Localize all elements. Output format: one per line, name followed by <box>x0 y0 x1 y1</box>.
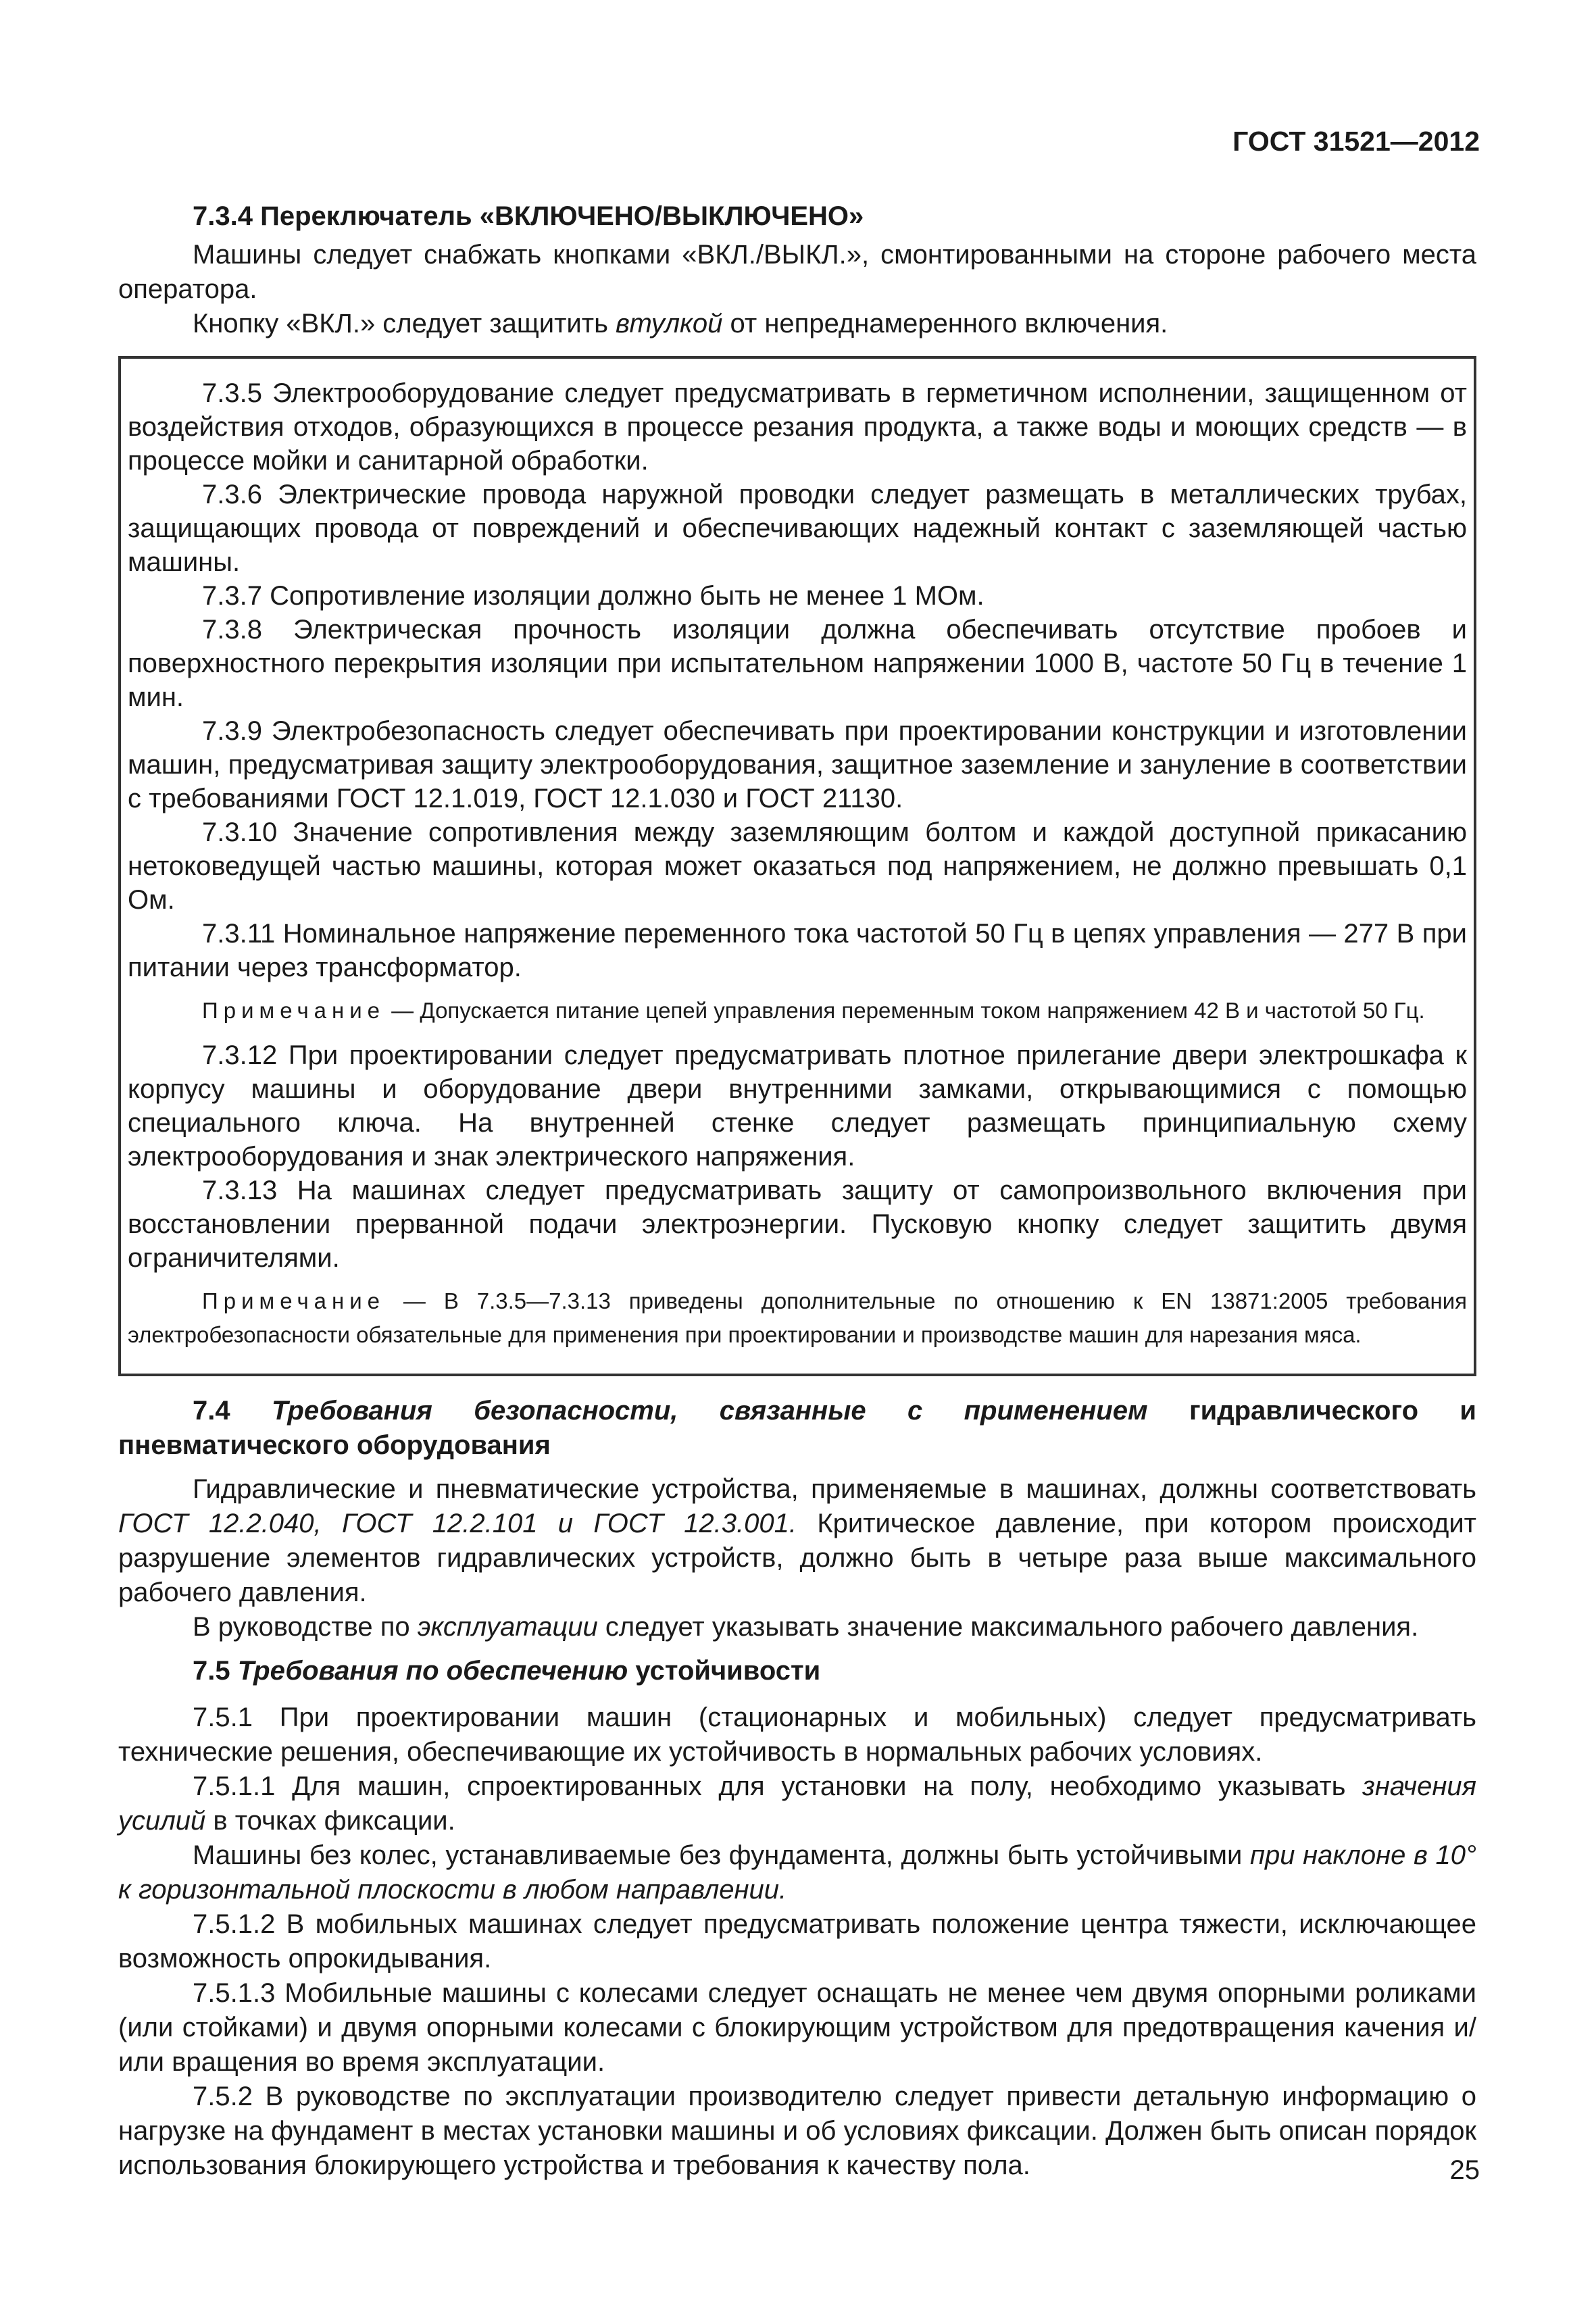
paragraph-7-3-5: 7.3.5 Электрооборудование следует предусматривать в герметичном исполнении, защищенном от воздействия отходов, образующихся в процессе резания продукта, а также воды и моющих средств — в процессе мойки и санитарной обработки. <box>128 378 1467 476</box>
paragraph: В руководстве по эксплуатации следует указывать значение максимального рабочего давления. <box>193 1612 1419 1642</box>
section-7-3-4-title: 7.3.4 Переключатель «ВКЛЮЧЕНО/ВЫКЛЮЧЕНО» <box>193 201 864 231</box>
section-7-4-title: 7.4 Требования безопасности, связанные с применением гидравлического и пневматического оборудования <box>118 1396 1476 1460</box>
paragraph-7-3-13: 7.3.13 На машинах следует предусматривать защиту от самопроизвольного включения при восстановлении прерванной подачи электроэнергии. Пусковую кнопку следует защитить двумя ограничителями. <box>128 1176 1467 1273</box>
paragraph-7-3-7: 7.3.7 Сопротивление изоляции должно быть не менее 1 МОм. <box>202 581 984 611</box>
paragraph-7-5-1-1: 7.5.1.1 Для машин, спроектированных для установки на полу, необходимо указывать значения усилий в точках фиксации. <box>118 1771 1476 1836</box>
paragraph-7-3-12: 7.3.12 При проектировании следует предусматривать плотное прилегание двери электрошкафа к корпусу машины и оборудование двери внутренними замками, открывающимися с помощью специального ключа. На внутренней стенке следует размещать принципиальную схему электрооборудования и знак электрического напряжения. <box>128 1040 1467 1172</box>
paragraph: Машины без колес, устанавливаемые без фундамента, должны быть устойчивыми при наклоне в 10° к горизонтальной плоскости в любом направлении. <box>118 1840 1476 1905</box>
paragraph-7-3-8: 7.3.8 Электрическая прочность изоляции должна обеспечивать отсутствие пробоев и поверхностного перекрытия изоляции при испытательном напряжении 1000 В, частоте 50 Гц в течение 1 мин. <box>128 615 1467 712</box>
paragraph-7-3-9: 7.3.9 Электробезопасность следует обеспечивать при проектировании конструкции и изготовлении машин, предусматривая защиту электрооборудования, защитное заземление и зануление в соответствии с требованиями ГОСТ 12.1.019, ГОСТ 12.1.030 и ГОСТ 21130. <box>128 716 1467 813</box>
page-number: 25 <box>1449 2155 1480 2185</box>
standard-header: ГОСТ 31521—2012 <box>1232 126 1480 157</box>
note-1: Примечание — Допускается питание цепей управления переменным током напряжением 42 В и частотой 50 Гц. <box>202 998 1425 1023</box>
paragraph-7-3-10: 7.3.10 Значение сопротивления между заземляющим болтом и каждой доступной прикасанию нетоковедущей частью машины, которая может оказаться под напряжением, не должно превышать 0,1 Ом. <box>128 818 1467 915</box>
paragraph-7-5-2: 7.5.2 В руководстве по эксплуатации производителю следует привести детальную информацию о нагрузке на фундамент в местах установки машины и об условиях фиксации. Должен быть описан порядок использования блокирующего устройства и требования к качеству пола. <box>118 2082 1476 2180</box>
paragraph-7-3-6: 7.3.6 Электрические провода наружной проводки следует размещать в металлических трубах, защищающих провода от повреждений и обеспечивающих надежный контакт с заземляющей частью машины. <box>128 480 1467 577</box>
paragraph: Машины следует снабжать кнопками «ВКЛ./ВЫКЛ.», смонтированными на стороне рабочего места оператора. <box>118 240 1476 304</box>
framed-requirements-box <box>118 356 1476 1376</box>
paragraph-7-3-11: 7.3.11 Номинальное напряжение переменного тока частотой 50 Гц в цепях управления — 277 В при питании через трансформатор. <box>128 919 1467 982</box>
paragraph: Кнопку «ВКЛ.» следует защитить втулкой от непреднамеренного включения. <box>193 309 1168 338</box>
note-2: Примечание — В 7.3.5—7.3.13 приведены дополнительные по отношению к EN 13871:2005 требования электробезопасности обязательные для применения при проектировании и производстве машин для нарезания мяса. <box>128 1288 1467 1347</box>
paragraph-7-5-1: 7.5.1 При проектировании машин (стационарных и мобильных) следует предусматривать технические решения, обеспечивающие их устойчивость в нормальных рабочих условиях. <box>118 1703 1476 1767</box>
section-7-5-title: 7.5 Требования по обеспечению устойчивости <box>193 1656 821 1686</box>
paragraph-7-5-1-3: 7.5.1.3 Мобильные машины с колесами следует оснащать не менее чем двумя опорными роликами (или стойками) и двумя опорными колесами с блокирующим устройством для предотвращения качения и/или вращения во время эксплуатации. <box>118 1978 1476 2077</box>
paragraph-7-5-1-2: 7.5.1.2 В мобильных машинах следует предусматривать положение центра тяжести, исключающее возможность опрокидывания. <box>118 1909 1476 1973</box>
page-content <box>118 199 1476 2183</box>
paragraph: Гидравлические и пневматические устройства, применяемые в машинах, должны соответствовать ГОСТ 12.2.040, ГОСТ 12.2.101 и ГОСТ 12.3.001. Критическое давление, при котором происходит разрушение элементов гидравлических устройств, должно быть в четыре раза выше максимального рабочего давления. <box>118 1474 1476 1607</box>
